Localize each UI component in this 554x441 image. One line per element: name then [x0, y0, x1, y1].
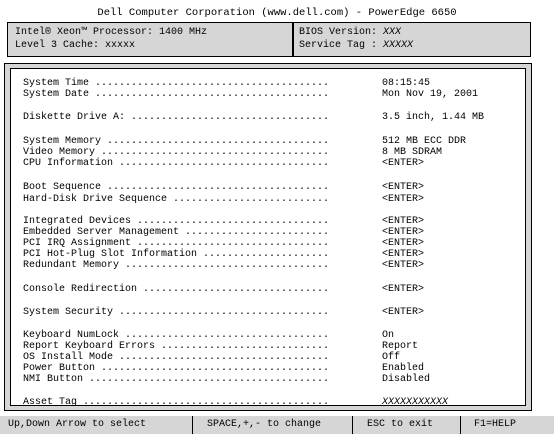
bios-version-info: [299, 27, 401, 39]
processor-info: Intel® Xeon™ Processor: 1400 MHz: [15, 27, 208, 38]
setting-nmi-button[interactable]: [23, 374, 503, 385]
setting-label: System Memory .....................................: [23, 136, 330, 147]
service-tag-value: XXXXX: [383, 40, 414, 51]
setting-value: <ENTER>: [382, 238, 425, 249]
setting-value: <ENTER>: [382, 284, 425, 295]
setting-value: 3.5 inch, 1.44 MB: [382, 112, 485, 123]
setting-label: Keyboard NumLock ..................................: [23, 330, 330, 341]
setting-label: System Date .......................................: [23, 89, 330, 100]
setting-label: Report Keyboard Errors ............................: [23, 341, 330, 352]
setting-pci-hot-plug-slot-information[interactable]: [23, 249, 503, 260]
setting-label: Video Memory ......................................: [23, 147, 330, 158]
nav-hint: Up,Down Arrow to select: [8, 419, 147, 430]
footer-divider: [460, 416, 461, 434]
setting-value: Enabled: [382, 363, 425, 374]
setting-label: Boot Sequence .....................................: [23, 182, 330, 193]
setting-report-keyboard-errors[interactable]: [23, 341, 503, 352]
setting-value: Report: [382, 341, 419, 352]
setting-label: Embedded Server Management ........................: [23, 227, 330, 238]
setting-value: Off: [382, 352, 401, 363]
setting-value: <ENTER>: [382, 260, 425, 271]
setting-label: System Security ...................................: [23, 307, 330, 318]
setting-label: Integrated Devices ................................: [23, 216, 330, 227]
setting-system-time[interactable]: [23, 78, 503, 89]
bios-version-label: BIOS Version:: [299, 27, 384, 38]
setting-redundant-memory[interactable]: [23, 260, 503, 271]
info-divider: [292, 23, 294, 56]
setting-label: CPU Information ...................................: [23, 158, 330, 169]
footer-divider: [352, 416, 353, 434]
setting-hard-disk-drive-sequence[interactable]: [23, 194, 503, 205]
setting-os-install-mode[interactable]: [23, 352, 503, 363]
setting-value: On: [382, 330, 395, 341]
service-tag-label: Service Tag :: [299, 40, 384, 51]
setup-frame: [4, 63, 532, 411]
setting-label: PCI IRQ Assignment ................................: [23, 238, 330, 249]
setting-value: <ENTER>: [382, 227, 425, 238]
setting-value: XXXXXXXXXXX: [382, 397, 449, 408]
setting-value: <ENTER>: [382, 158, 425, 169]
cache-label: Level 3 Cache:: [15, 40, 106, 51]
setting-label: System Time .......................................: [23, 78, 330, 89]
setting-value: Disabled: [382, 374, 431, 385]
setting-system-memory[interactable]: [23, 136, 503, 147]
setting-system-date[interactable]: [23, 89, 503, 100]
footer-divider: [192, 416, 193, 434]
cache-info: [15, 40, 135, 52]
setting-label: Power Button ......................................: [23, 363, 330, 374]
change-hint: SPACE,+,- to change: [207, 419, 322, 430]
setting-value: <ENTER>: [382, 307, 425, 318]
exit-hint: ESC to exit: [367, 419, 434, 430]
setting-boot-sequence[interactable]: [23, 182, 503, 193]
setting-label: Redundant Memory ..................................: [23, 260, 330, 271]
setting-console-redirection[interactable]: [23, 284, 503, 295]
system-info-box: [7, 22, 531, 57]
setting-label: OS Install Mode ...................................: [23, 352, 330, 363]
setting-value: <ENTER>: [382, 249, 425, 260]
help-hint: F1=HELP: [474, 419, 517, 430]
setting-label: Console Redirection ...............................: [23, 284, 330, 295]
setting-label: Asset Tag .........................................: [23, 397, 330, 408]
setting-system-security[interactable]: [23, 307, 503, 318]
setting-power-button[interactable]: [23, 363, 503, 374]
bios-title: Dell Computer Corporation (www.dell.com) - PowerEdge 6650: [97, 7, 457, 19]
setting-video-memory[interactable]: [23, 147, 503, 158]
setting-pci-irq-assignment[interactable]: [23, 238, 503, 249]
setting-label: Diskette Drive A: .................................: [23, 112, 330, 123]
setting-asset-tag[interactable]: [23, 397, 503, 408]
service-tag-info: [299, 40, 413, 52]
setting-keyboard-numlock[interactable]: [23, 330, 503, 341]
key-help-bar: [0, 416, 554, 434]
setting-value: 512 MB ECC DDR: [382, 136, 467, 147]
setting-value: 08:15:45: [382, 78, 431, 89]
setting-value: <ENTER>: [382, 182, 425, 193]
setting-value: <ENTER>: [382, 194, 425, 205]
setting-value: 8 MB SDRAM: [382, 147, 443, 158]
setting-integrated-devices[interactable]: [23, 216, 503, 227]
setting-value: <ENTER>: [382, 216, 425, 227]
setting-cpu-information[interactable]: [23, 158, 503, 169]
setting-label: NMI Button ........................................: [23, 374, 330, 385]
setting-value: Mon Nov 19, 2001: [382, 89, 479, 100]
settings-panel: [10, 68, 526, 406]
cache-value: xxxxx: [105, 40, 136, 51]
setting-diskette-drive-a[interactable]: [23, 112, 503, 123]
setting-label: Hard-Disk Drive Sequence ..........................: [23, 194, 330, 205]
setting-embedded-server-management[interactable]: [23, 227, 503, 238]
bios-version-value: XXX: [383, 27, 402, 38]
setting-label: PCI Hot-Plug Slot Information .....................: [23, 249, 330, 260]
